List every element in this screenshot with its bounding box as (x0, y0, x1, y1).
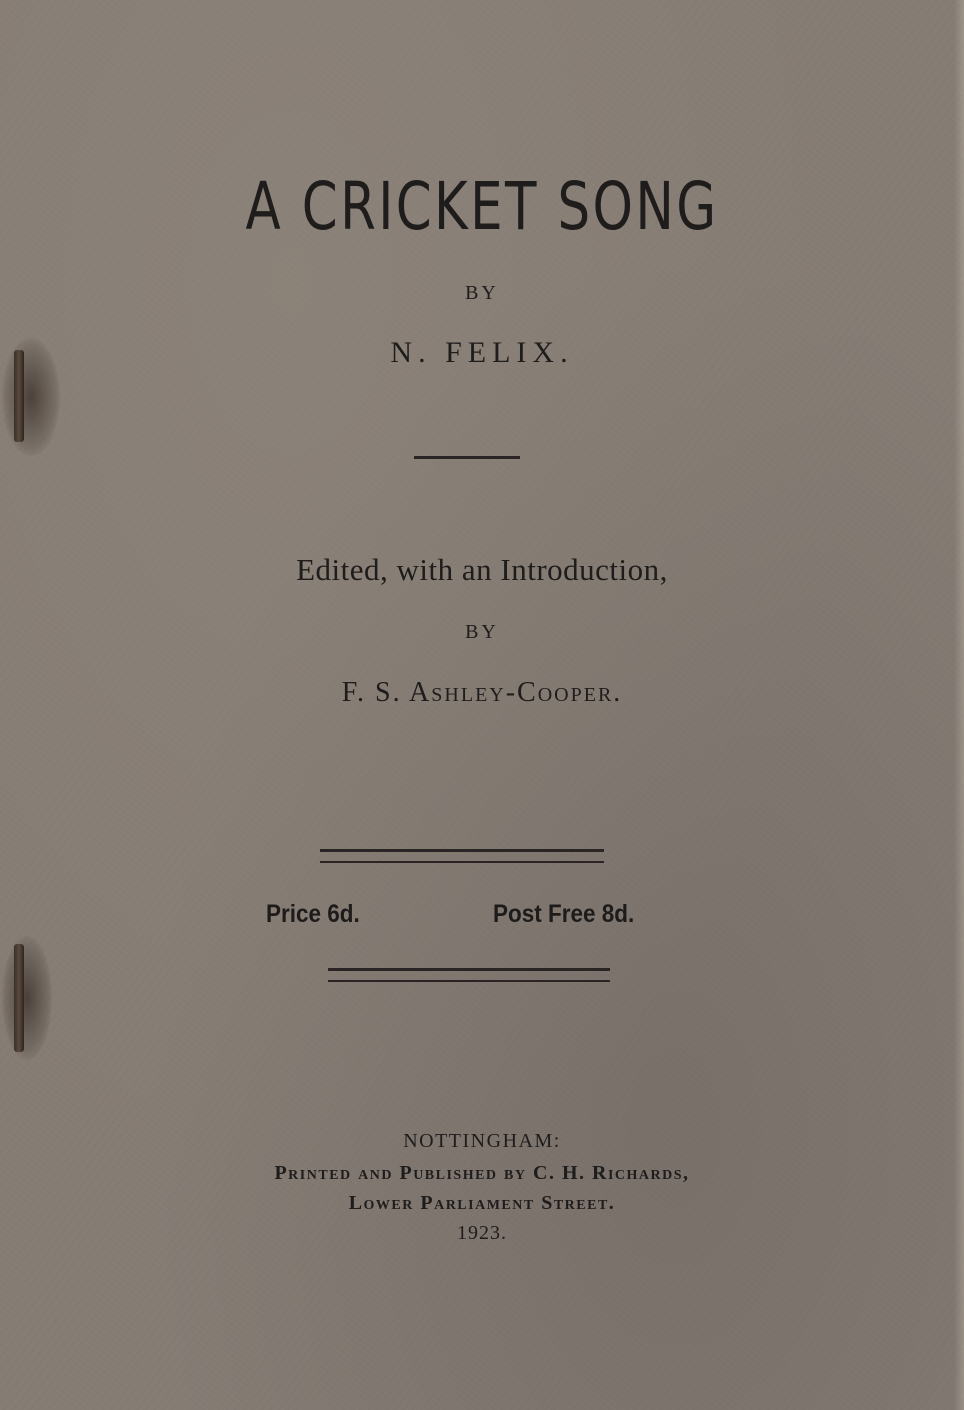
editor-name: F. S. Ashley-Cooper. (341, 677, 623, 708)
rust-stain-bottom (2, 936, 52, 1060)
cover-title: A CRICKET SONG (245, 168, 719, 245)
divider-rule (414, 456, 520, 459)
imprint-city: NOTTINGHAM: (403, 1130, 561, 1152)
staple-bottom (14, 944, 24, 1052)
imprint-street: Lower Parliament Street. (348, 1192, 616, 1214)
by-label: BY (465, 282, 499, 304)
edited-line: Edited, with an Introduction, (296, 552, 668, 587)
editor-by-label: BY (465, 621, 499, 643)
price-label: Price 6d. (266, 900, 360, 928)
author-name: N. FELIX. (390, 336, 574, 369)
double-rule-bottom (328, 968, 610, 982)
imprint-year: 1923. (457, 1222, 507, 1244)
imprint-printer: Printed and Published by C. H. Richards, (274, 1162, 690, 1184)
double-rule-top (320, 849, 604, 863)
post-free-label: Post Free 8d. (493, 900, 635, 928)
